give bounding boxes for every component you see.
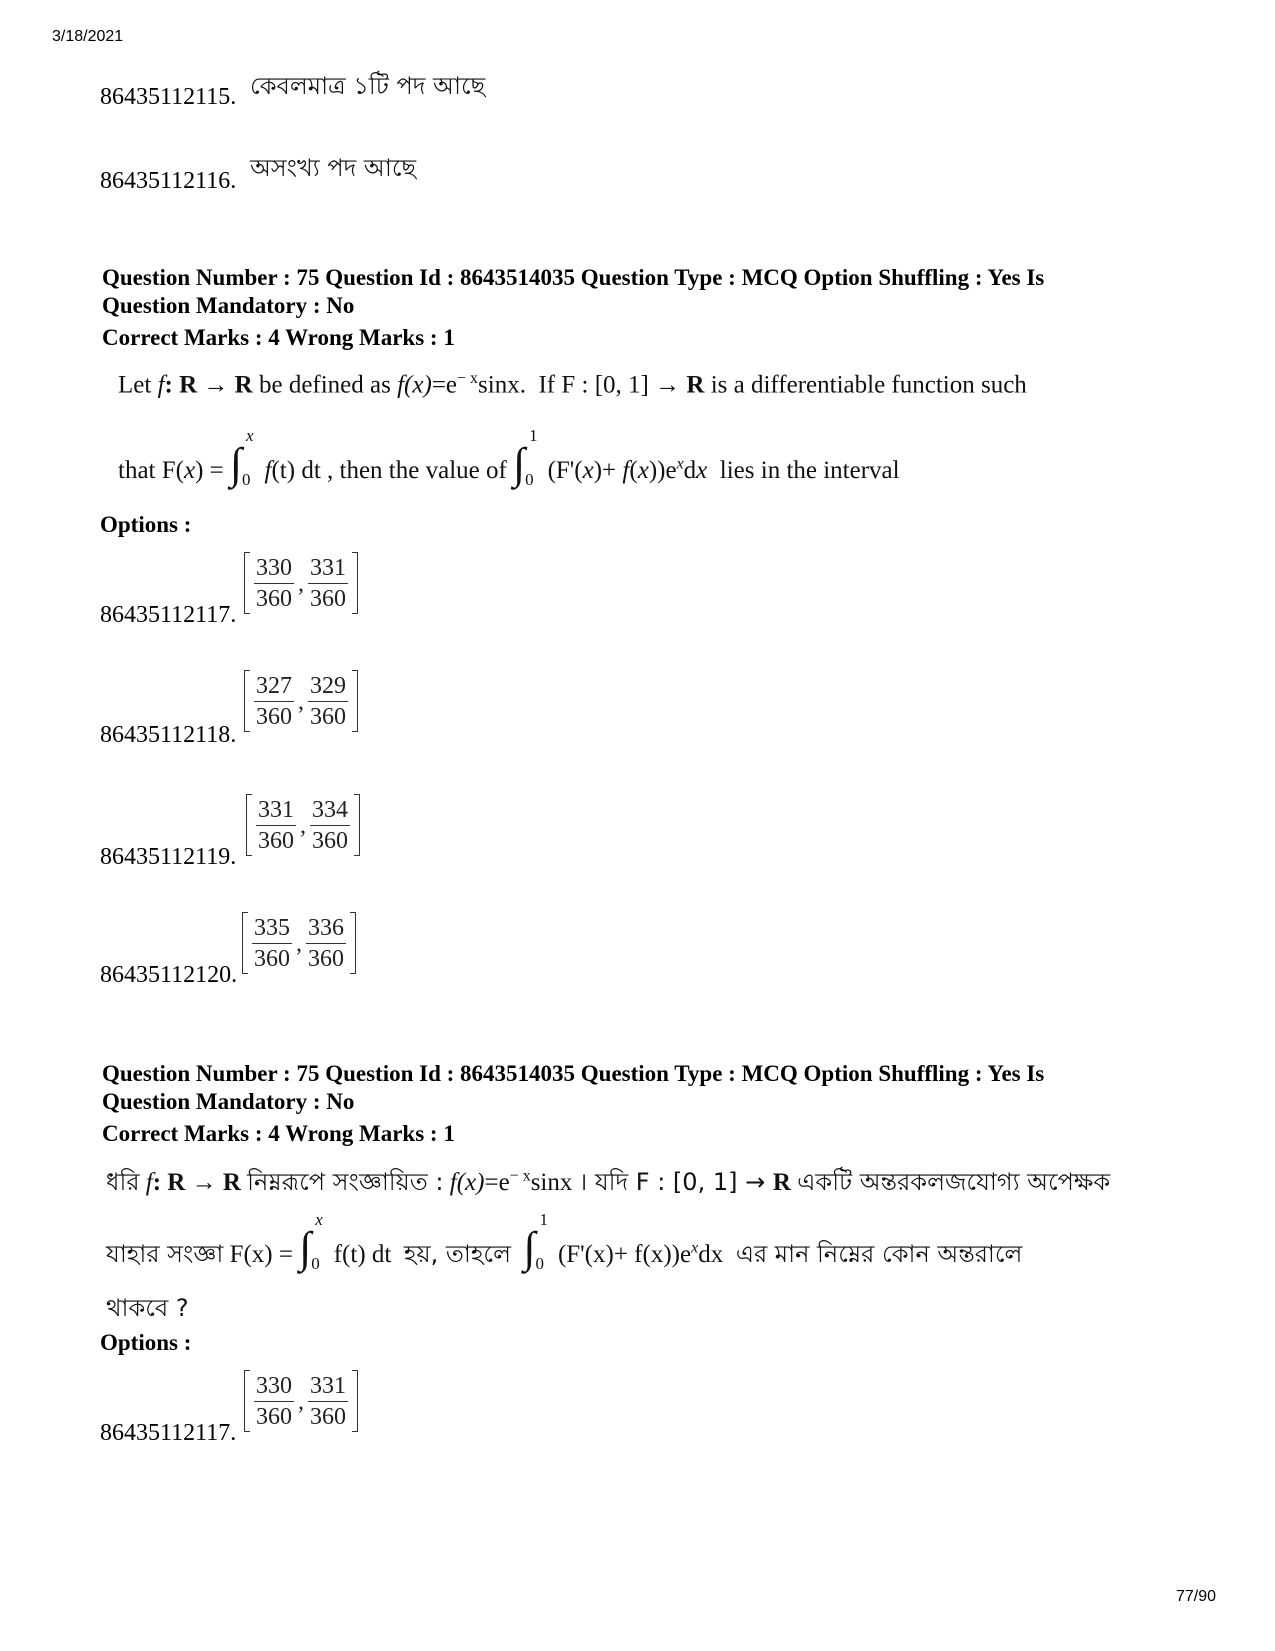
- question-text-line-2: that F(x) = ∫ x 0 f(t) dt , then the value of ∫ 1 0 $(F'(x)+ f(x))e^xdx$ lies in the interval: [118, 426, 900, 489]
- question-text-line-1: ধরি f: R → R নিম্নরূপে সংজ্ঞায়িত : $f(x)=e^{- x}\sin x$ । যদি F : [0, 1] → R একটি অন্তরকলজযোগ্য অপেক্ষক: [106, 1167, 1111, 1196]
- option-id: 86435112119.: [100, 844, 237, 870]
- option-text: কেবলমাত্র ১টি পদ আছে: [250, 72, 486, 100]
- question-text-line-3: থাকবে ?: [106, 1294, 189, 1322]
- option-interval: $\frac{335}{360}$ , $\frac{336}{360}$: [242, 912, 356, 974]
- question-marks: Correct Marks : 4 Wrong Marks : 1: [102, 1121, 455, 1146]
- option-interval: $\frac{331}{360}$ , $\frac{334}{360}$: [246, 794, 360, 856]
- print-date: 3/18/2021: [52, 28, 124, 45]
- option-text: অসংখ্য পদ আছে: [250, 154, 417, 182]
- options-label: Options :: [100, 512, 192, 537]
- integral-sign: ∫ 1 0: [523, 1210, 548, 1273]
- integral-sign: ∫ x 0: [230, 426, 254, 489]
- integral-sign: ∫ x 0: [299, 1210, 323, 1273]
- question-header-line: Question Mandatory : No: [102, 293, 355, 318]
- question-header: [102, 264, 1182, 320]
- option-id: 86435112118.: [100, 722, 237, 748]
- option-id: 86435112116.: [100, 168, 237, 194]
- options-label: Options :: [100, 1330, 192, 1355]
- question-marks: Correct Marks : 4 Wrong Marks : 1: [102, 325, 455, 350]
- question-header-line: Question Number : 75 Question Id : 8643514035 Question Type : MCQ Option Shuffling : Yes Is: [102, 265, 1045, 290]
- option-interval: $\frac{330}{360}$ , $\frac{331}{360}$: [244, 552, 358, 614]
- question-text-line-1: Let f: R → R be defined as $f(x)=e^{- x}\sin x$. If F : [0, 1] → R is a differentiable function such: [118, 370, 1027, 399]
- page-number: 77/90: [1176, 1588, 1217, 1605]
- option-id: 86435112117.: [100, 1420, 237, 1446]
- option-id: 86435112120.: [100, 962, 238, 988]
- option-id: 86435112117.: [100, 602, 237, 628]
- option-interval: $\frac{327}{360}$ , $\frac{329}{360}$: [244, 670, 358, 732]
- question-text-line-2: যাহার সংজ্ঞা F(x) = ∫ x 0 f(t) dt হয়, তাহলে ∫ 1 0 $(F'(x)+ f(x))e^xdx$ এর মান নিম্নের কোন অন্তরালে: [106, 1210, 1023, 1273]
- question-header-line: Question Mandatory : No: [102, 1089, 355, 1114]
- option-id: 86435112115.: [100, 84, 237, 110]
- question-header-line: Question Number : 75 Question Id : 8643514035 Question Type : MCQ Option Shuffling : Yes Is: [102, 1061, 1045, 1086]
- integral-sign: ∫ 1 0: [513, 426, 538, 489]
- option-interval: $\frac{330}{360}$ , $\frac{331}{360}$: [244, 1370, 358, 1432]
- question-header: [102, 1060, 1182, 1116]
